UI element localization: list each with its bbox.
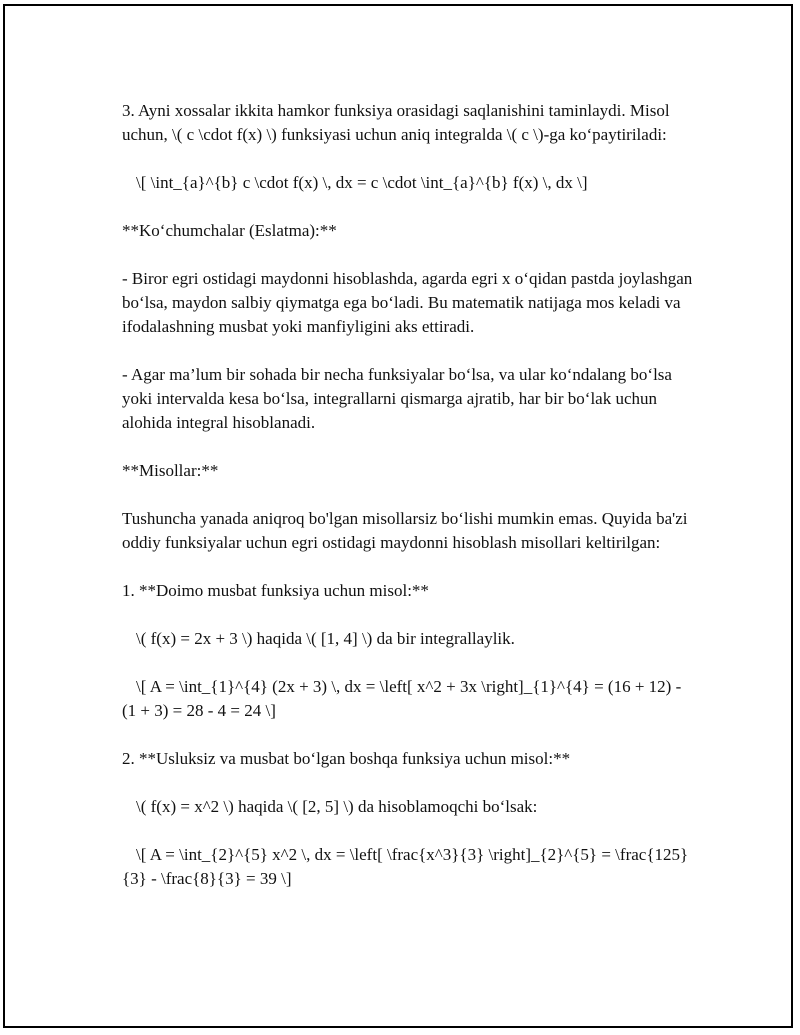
examples-intro: Tushuncha yanada aniqroq bo'lgan misollarsiz bo‘lishi mumkin emas. Quyida ba'zi oddiy funksiyalar uchun egri ostidagi maydonni hisoblash misollari keltirilgan: [122,509,688,552]
note-negative-area: - Biror egri ostidagi maydonni hisoblashda, agarda egri x o‘qidan pastda joylashgan bo‘lsa, maydon salbiy qiymatga ega bo‘ladi. Bu matematik natijaga mos keladi va ifodalashning musbat yoki manfiyligini aks ettiradi. [122,269,693,336]
property-3-paragraph: 3. Ayni xossalar ikkita hamkor funksiya orasidagi saqlanishini taminlaydi. Misol uchun, \( c \cdot f(x) \) funksiyasi uchun aniq integralda \( c \)-ga ko‘paytiriladi: [122,101,670,144]
note-split-integrals: - Agar ma’lum bir sohada bir necha funksiyalar bo‘lsa, va ular ko‘ndalang bo‘lsa yoki intervalda kesa bo‘lsa, integrallarni qismarga ajratib, har bir bo‘lak uchun alohida integral hisoblanadi. [122,365,672,432]
examples-heading: **Misollar:** [122,461,219,480]
example-1-formula: \[ A = \int_{1}^{4} (2x + 3) \, dx = \left[ x^2 + 3x \right]_{1}^{4} = (16 + 12) - (1 + 3) = 28 - 4 = 24 \] [122,677,682,720]
example-1-heading: 1. **Doimo musbat funksiya uchun misol:** [122,581,429,600]
notes-heading: **Ko‘chumchalar (Eslatma):** [122,221,337,240]
example-2-heading: 2. **Usluksiz va musbat bo‘lgan boshqa funksiya uchun misol:** [122,749,571,768]
example-2-statement: \( f(x) = x^2 \) haqida \( [2, 5] \) da hisoblamoqchi bo‘lsak: [136,797,538,816]
formula-constant-multiple: \[ \int_{a}^{b} c \cdot f(x) \, dx = c \cdot \int_{a}^{b} f(x) \, dx \] [136,173,588,192]
page-frame [3,4,793,1028]
example-2-formula: \[ A = \int_{2}^{5} x^2 \, dx = \left[ \frac{x^3}{3} \right]_{2}^{5} = \frac{125}{3} - \frac{8}{3} = 39 \] [122,845,689,888]
example-1-statement: \( f(x) = 2x + 3 \) haqida \( [1, 4] \) da bir integrallaylik. [136,629,515,648]
document-body [122,99,697,891]
